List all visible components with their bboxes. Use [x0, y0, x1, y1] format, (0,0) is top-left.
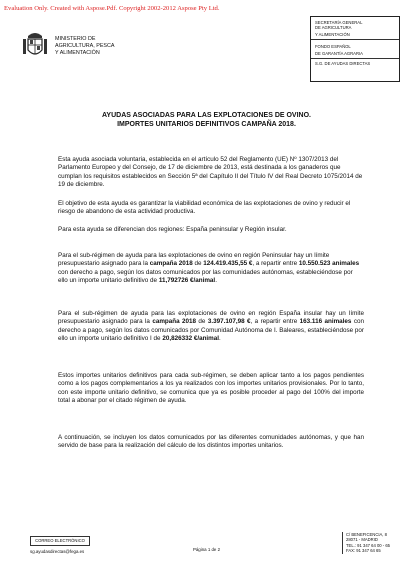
ministry-name: [55, 36, 115, 57]
title-line: IMPORTES UNITARIOS DEFINITIVOS CAMPAÑA 2018.: [117, 121, 296, 128]
paragraph-objective: El objetivo de esta ayuda es garantizar la viabilidad económica de las explotaciones de ovino y reducir el riesgo de abandono de esta actividad productiva.: [58, 200, 351, 216]
paragraph-insular: [58, 310, 364, 343]
paragraph-payment: Estos importes unitarios definitivos para cada sub-régimen, se deben aplicar tanto a los pagos pendientes como a los pagos complementarios a los ya realizados con los importes unitarios provisionales. Por lo tanto, con este importe unitario definitivo, se comunica que ya es posible proceder al pago del 100% del importe total a abonar por el citado régimen de ayuda.: [58, 372, 364, 404]
text: .: [215, 276, 217, 284]
box-divider: [311, 39, 399, 40]
evaluation-watermark: Evaluation Only. Created with Aspose.Pdf. Copyright 2002-2012 Aspose Pty Ltd.: [4, 5, 220, 12]
text: Para el sub-régimen de ayuda para las explotaciones de ovino en región Peninsular hay un límite presupuestario asignado para la: [58, 252, 330, 268]
title-line: AYUDAS ASOCIADAS PARA LAS EXPLOTACIONES DE OVINO.: [102, 112, 311, 119]
document-title: [20, 111, 393, 129]
ministry-line: AGRICULTURA, PESCA: [55, 43, 115, 50]
budget-amount: 3.397.107,98 €: [207, 318, 251, 326]
secretaria-line: SECRETARÍA GENERAL: [315, 20, 363, 25]
unit-amount: 11,792726 €/animal: [158, 276, 216, 284]
ministry-line: MINISTERIO DE: [55, 36, 96, 42]
animal-count: 10.550.523 animales: [298, 260, 360, 268]
secretaria-line: DE AGRICULTURA: [315, 25, 352, 30]
address-line: FAX: 91 347 64 65: [346, 548, 381, 554]
campaign-year: campaña 2018: [149, 260, 193, 268]
text: con derecho a pago, según los datos comunicados por Comunidad Autónoma de I. Baleares, estableciéndose por ello un importe unitario definitivo I de: [58, 318, 364, 342]
text: .: [219, 334, 221, 342]
campaign-year: campaña 2018: [152, 318, 197, 326]
subdirectorate-line: S.G. DE AYUDAS DIRECTAS: [315, 61, 371, 66]
coat-of-arms-icon: [22, 30, 48, 60]
postal-address: [342, 532, 390, 554]
animal-count: 163.116 animales: [299, 318, 352, 326]
text: Para el sub-régimen de ayuda para las explotaciones de ovino en región España insular hay un límite presupuestario asignado para la: [58, 310, 364, 326]
paragraph-annex: A continuación, se incluyen los datos comunicados por las diferentes comunidades autónomas, y que han servido de base para la realización del cálculo de los distintos importes unitarios.: [58, 434, 364, 450]
paragraph-peninsular: [58, 252, 364, 285]
text: , a repartir entre: [250, 318, 300, 326]
box-divider: [311, 58, 399, 59]
text: , a repartir entre: [252, 260, 299, 268]
paragraph-regions: Para esta ayuda se diferencian dos regiones: España peninsular y Región insular.: [58, 226, 287, 233]
secretaria-line: Y ALIMENTACIÓN: [315, 32, 350, 37]
address-line: C/ BENEFICENCIA, 8: [346, 532, 387, 537]
email-label: CORREO ELECTRÓNICO: [30, 536, 90, 546]
text: con derecho a pago, según los datos comunicados por las comunidades autónomas, estableciéndose por ello un importe unitario definitivo de: [58, 268, 353, 284]
fondo-line: DE GARANTÍA AGRARIA: [315, 51, 363, 56]
address-line: TEL.: 91 347 64 00 - 65: [346, 542, 390, 548]
text: de: [196, 318, 208, 326]
fondo-line: FONDO ESPAÑOL: [315, 44, 351, 49]
text: de: [192, 260, 204, 268]
email-address[interactable]: sg.ayudasdirectas@fega.es: [30, 549, 85, 554]
address-line: 28071 - MADRID: [346, 537, 378, 543]
unit-amount: 20,826332 €/animal: [162, 334, 220, 342]
department-box: [310, 16, 400, 82]
page-number: Página 1 de 2: [192, 547, 221, 552]
ministry-line: Y ALIMENTACIÓN: [55, 50, 100, 57]
budget-amount: 124.419.435,55 €: [203, 260, 253, 268]
paragraph-legal-basis: Esta ayuda asociada voluntaria, establecida en el artículo 52 del Reglamento (UE) Nº 1307/2013 del Parlamento Europeo y del Consejo, de 17 de diciembre de 2013, está destinada a los ganaderos que cumplan los requisitos establecidos en Sección 5ª del Capítulo II del Título IV del Real Decreto 1075/2014 de 19 de diciembre.: [58, 156, 363, 188]
